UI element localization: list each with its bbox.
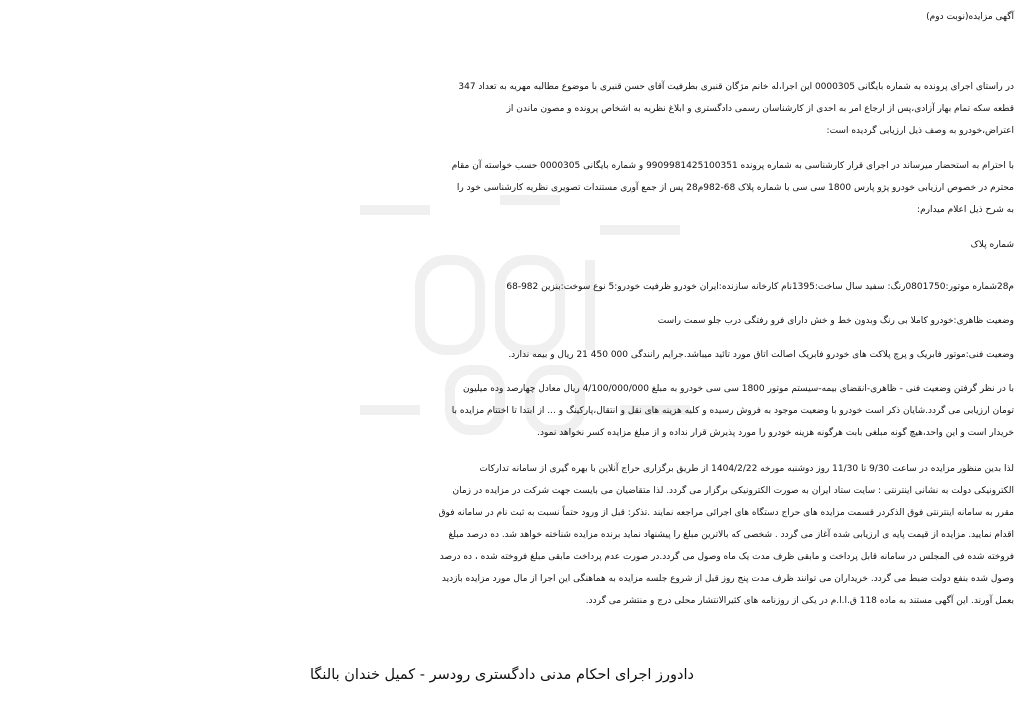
expert-line-1: با احترام به استحضار میرساند در اجرای قرار کارشناسی به شماره پرونده 9909981425100351 و شماره بایگانی 0000305 حسب خواسته آن مقام: [451, 161, 1014, 171]
auction-line-3: مقرر به سامانه اینترنتی فوق الذکردر قسمت مزایده های حراج دستگاه های اجرائی مراجعه نمایند .تذکر: قبل از ورود حتماً نسبت به ثبت نام در سامانه فوق: [438, 508, 1014, 518]
auction-line-4: اقدام نمایید. مزایده از قیمت پایه ی ارزیابی شده آغاز می گردد . شخصی که بالاترین مبلغ را پیشنهاد نماید برنده مزایده شناخته خواهد شد. ده درصد مبلغ: [448, 530, 1014, 540]
notice-title: آگهی مزایده(نوبت دوم): [926, 12, 1014, 22]
intro-line-1: در راستای اجرای پرونده به شماره بایگانی 0000305 این اجرا،له خانم مژگان قنبری بطرفیت آقای حسن قنبری با موضوع مطالبه مهریه به تعداد 347: [458, 82, 1014, 92]
valuation-line-2: تومان ارزیابی می گردد.شایان ذکر است خودرو با وضعیت موجود به فروش رسیده و کلیه هزینه های نقل و انتقال،پارکینگ و ... از ابتدا تا اختتام مزایده با: [451, 406, 1014, 416]
auction-line-2: الکترونیکی دولت به نشانی اینترنتی : سایت ستاد ایران به صورت الکترونیکی برگزار می گردد. لذا متقاضیان می بایست جهت شرکت در مزایده در زمان: [452, 486, 1014, 496]
vehicle-specs: م28شماره موتور:0801750رنگ: سفید سال ساخت:1395نام کارخانه سازنده:ایران خودرو ظرفیت خودرو:5 نوع سوخت:بنزین 982-68: [506, 282, 1014, 292]
technical-condition: وضعیت فنی:موتور فابریک و پرچ پلاکت های خودرو فابریک اصالت اتاق مورد تائید میباشد.جرایم رانندگی 000 450 21 ریال و بیمه ندارد.: [508, 350, 1014, 360]
auction-line-1: لذا بدین منظور مزایده در ساعت 9/30 تا 11/30 روز دوشنبه مورخه 1404/2/22 از طریق برگزاری حراج آنلاین با بهره گیری از سامانه تدارکات: [479, 464, 1014, 474]
appearance-condition: وضعیت ظاهری:خودرو کاملا بی رنگ وبدون خط و خش دارای فرو رفتگی درب جلو سمت راست: [657, 316, 1014, 326]
auction-line-7: بعمل آورند. این آگهی مستند به ماده 118 ق.ا.ا.م در یکی از روزنامه های کثیرالانتشار محلی درج و منتشر می گردد.: [585, 596, 1014, 606]
signature: دادورز اجرای احکام مدنی دادگستری رودسر - کمیل خندان بالنگا: [310, 667, 694, 683]
expert-line-2: محترم در خصوص ارزیابی خودرو پژو پارس 1800 سی سی با شماره پلاک 68-982م28 پس از جمع آوری مستندات تصویری نظریه کارشناسی خود را: [456, 183, 1014, 193]
valuation-line-3: خریدار است و این واحد،هیچ گونه مبلغی بابت هرگونه هزینه خودرو را مورد پذیرش قرار نداده و از مبلغ مزایده کسر نخواهد نمود.: [537, 428, 1014, 438]
intro-line-2: قطعه سکه تمام بهار آزادی،پس از ارجاع امر به احدی از کارشناسان رسمی دادگستری و ابلاغ نظریه به اشخاص پرونده و مصون ماندن از: [506, 104, 1014, 114]
intro-line-3: اعتراض،خودرو به وصف ذیل ارزیابی گردیده است:: [826, 126, 1014, 136]
auction-line-6: وصول شده بنفع دولت ضبط می گردد. خریداران می توانند ظرف مدت پنج روز قبل از شروع جلسه مزایده به هماهنگی این اجرا از مال مورد مزایده بازدید: [441, 574, 1014, 584]
plate-heading: شماره پلاک: [970, 240, 1014, 250]
valuation-line-1: با در نظر گرفتن وضعیت فنی - ظاهری-انقضای بیمه-سیستم موتور 1800 سی سی خودرو به مبلغ 4/100/000/000 ریال معادل چهارصد وده میلیون: [462, 384, 1014, 394]
auction-line-5: فروخته شده فی المجلس در سامانه قابل پرداخت و مابقی ظرف مدت یک ماه وصول می گردد.در صورت عدم پرداخت مابقی مبلغ فروخته شده ، ده درصد: [439, 552, 1014, 562]
expert-line-3: به شرح ذیل اعلام میدارم:: [917, 205, 1014, 215]
